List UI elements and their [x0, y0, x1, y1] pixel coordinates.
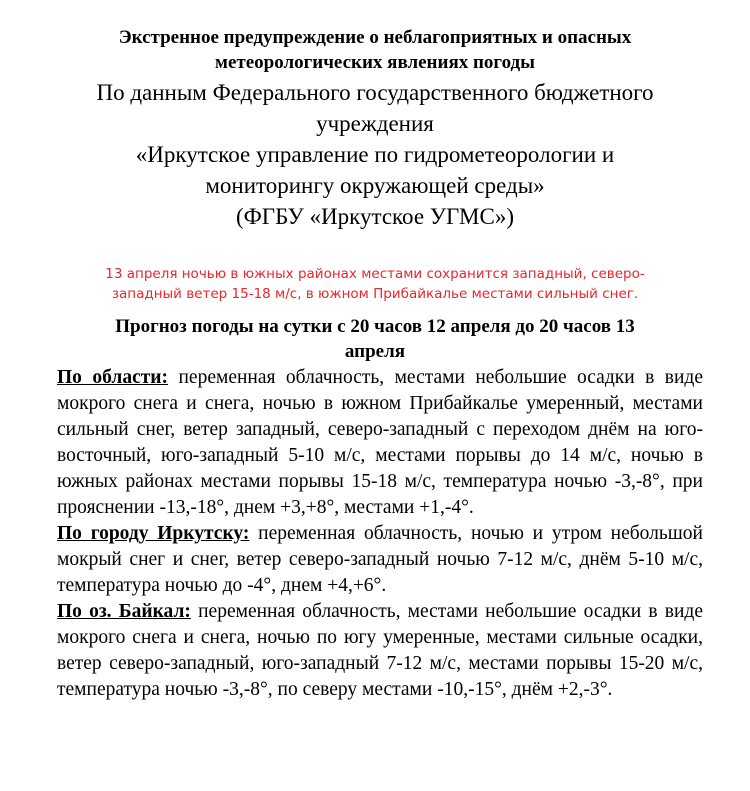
- city-text: переменная облачность, ночью и утром небольшой мокрый снег и снег, ветер северо-западный ночью 7-12 м/с, днём 5-10 м/с, температура ночью до -4°, днем +4,+6°.: [57, 523, 703, 596]
- city-label: По городу Иркутску:: [57, 523, 250, 544]
- region-text: переменная облачность, местами небольшие осадки в виде мокрого снега и снега, ночью в южном Прибайкалье умеренный, местами сильный снег, ветер западный, северо-западный с переходом днём на юго-восточный, юго-западный 5-10 м/с, местами порывы до 14 м/с, ночью в южных районах местами порывы 15-18 м/с, температура ночью -3,-8°, при прояснении -13,-18°, днем +3,+8°, местами +1,-4°.: [57, 367, 703, 518]
- storm-warning: [40, 264, 710, 304]
- region-label: По области:: [57, 367, 169, 388]
- forecast-title: [40, 314, 710, 364]
- document-title: [40, 25, 710, 75]
- source-line-2: учреждения: [316, 111, 434, 136]
- baikal-forecast: [57, 599, 703, 703]
- forecast-title-line-2: апреля: [344, 341, 406, 362]
- source-organization: [40, 77, 710, 232]
- warning-line-2: западный ветер 15-18 м/с, в южном Прибайкалье местами сильный снег.: [111, 286, 639, 302]
- title-line-1: Экстренное предупреждение о неблагоприятных и опасных: [118, 27, 632, 48]
- region-forecast: [57, 365, 703, 521]
- source-line-1: По данным Федерального государственного бюджетного: [96, 80, 654, 105]
- city-forecast: [57, 521, 703, 599]
- source-line-4: мониторингу окружающей среды»: [205, 173, 545, 198]
- source-line-3: «Иркутское управление по гидрометеорологии и: [135, 142, 615, 167]
- forecast-body: [57, 365, 703, 703]
- title-line-2: метеорологических явлениях погоды: [215, 52, 535, 73]
- source-line-5: (ФГБУ «Иркутское УГМС»): [235, 204, 515, 229]
- baikal-label: По оз. Байкал:: [57, 601, 191, 622]
- baikal-text: переменная облачность, местами небольшие осадки в виде мокрого снега и снега, ночью по югу умеренные, местами сильные осадки, ветер северо-западный, юго-западный 7-12 м/с, местами порывы 15-20 м/с, температура ночью -3,-8°, по северу местами -10,-15°, днём +2,-3°.: [57, 601, 703, 700]
- warning-line-1: 13 апреля ночью в южных районах местами сохранится западный, северо-: [105, 266, 645, 282]
- forecast-title-line-1: Прогноз погоды на сутки с 20 часов 12 апреля до 20 часов 13: [115, 316, 635, 337]
